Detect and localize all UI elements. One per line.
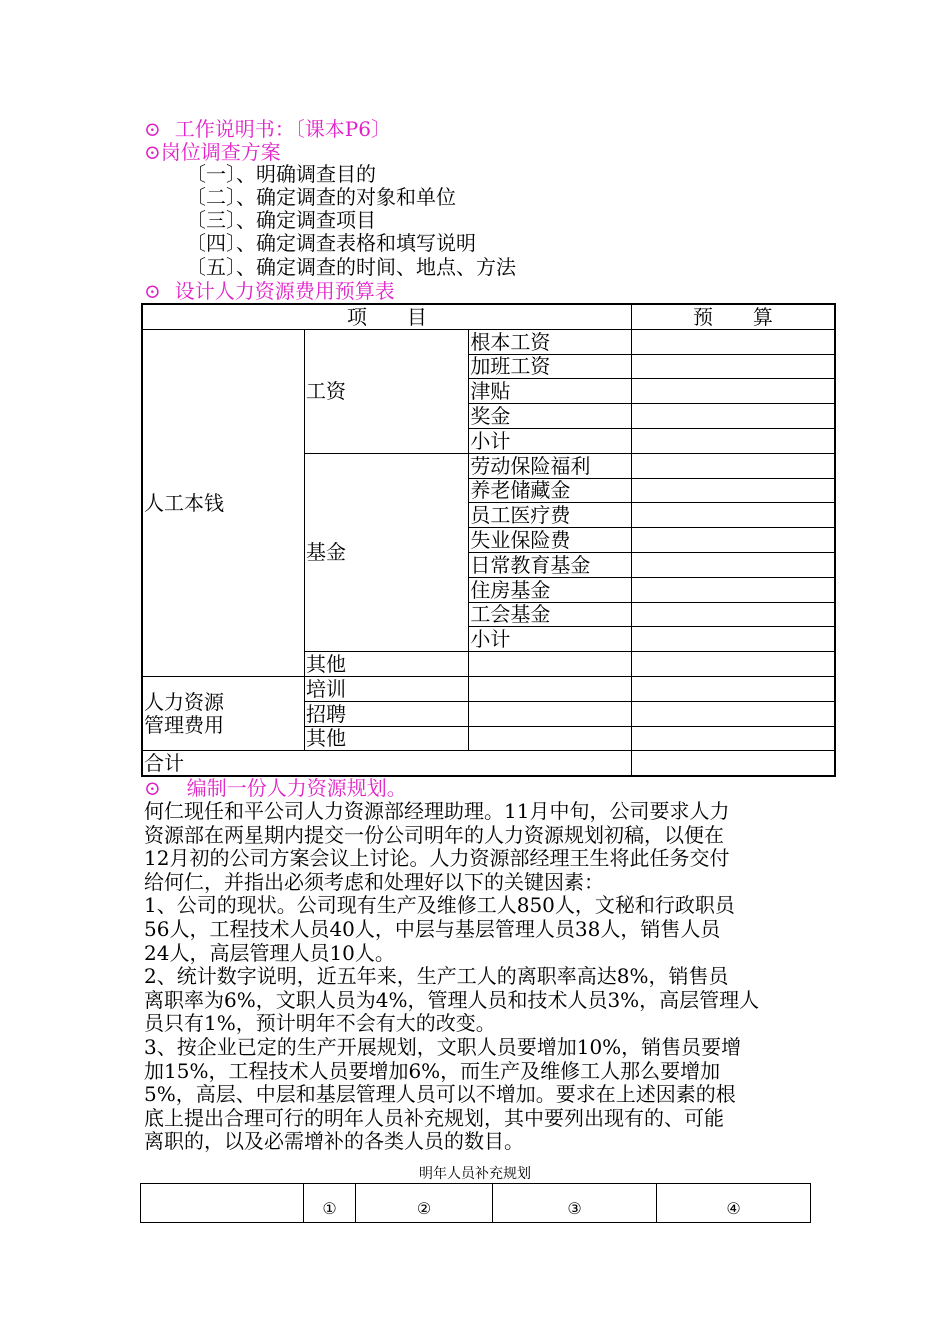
circle-dot-icon: ⊙ <box>144 776 161 800</box>
budget-cell <box>631 428 835 453</box>
budget-cell <box>631 329 835 354</box>
hr-item: 招聘 <box>304 701 468 726</box>
case-line: 3、按企业已定的生产开展规划，文职人员要增加10%，销售员要增 <box>144 1034 742 1059</box>
wage-label: 工资 <box>304 329 468 453</box>
budget-cell <box>631 354 835 379</box>
plan-col-0 <box>141 1184 304 1223</box>
case-line: 员只有1%，预计明年不会有大的改变。 <box>144 1011 496 1036</box>
hr-item: 培训 <box>304 676 468 701</box>
fund-item: 劳动保险福利 <box>469 453 631 478</box>
fund-label: 基金 <box>304 453 468 651</box>
budget-cell <box>631 379 835 404</box>
plan-col-4: ④ <box>657 1184 811 1223</box>
case-line: 24人，高层管理人员10人。 <box>144 940 395 965</box>
case-line: 5%，高层、中层和基层管理人员可以不增加。要求在上述因素的根 <box>144 1082 736 1107</box>
design-budget-text: 设计人力资源费用预算表 <box>174 279 395 303</box>
compile-plan-heading <box>144 776 407 800</box>
wage-item: 加班工资 <box>469 354 631 379</box>
budget-cell <box>631 552 835 577</box>
fund-item: 养老储藏金 <box>469 478 631 503</box>
budget-cell <box>631 726 835 751</box>
budget-cell <box>631 503 835 528</box>
fund-item: 日常教育基金 <box>469 552 631 577</box>
empty-cell <box>469 726 631 751</box>
budget-cell <box>631 676 835 701</box>
budget-cell <box>631 577 835 602</box>
budget-cell <box>631 404 835 429</box>
empty-cell <box>469 701 631 726</box>
compile-plan-text: 编制一份人力资源规划。 <box>186 776 407 800</box>
survey-step-2: 〔二〕、确定调查的对象和单位 <box>186 185 456 209</box>
header-item: 项 目 <box>142 304 631 329</box>
circle-dot-icon: ⊙ <box>144 279 161 303</box>
budget-cell <box>631 701 835 726</box>
empty-cell <box>469 676 631 701</box>
wage-item: 津贴 <box>469 379 631 404</box>
staff-plan-table <box>140 1183 811 1223</box>
job-description-text: 工作说明书：〔课本P6〕 <box>174 117 391 141</box>
fund-item: 工会基金 <box>469 602 631 627</box>
empty-cell <box>469 652 631 677</box>
survey-step-5: 〔五〕、确定调查的时间、地点、方法 <box>186 255 516 279</box>
case-line: 何仁现任和平公司人力资源部经理助理。11月中旬，公司要求人力 <box>144 799 730 823</box>
hr-mgmt-line2: 管理费用 <box>144 712 224 737</box>
other-label: 其他 <box>304 652 468 677</box>
hr-item: 其他 <box>304 726 468 751</box>
budget-cell <box>631 528 835 553</box>
fund-item: 小计 <box>469 627 631 652</box>
budget-cell <box>631 627 835 652</box>
plan-table-title: 明年人员补充规划 <box>419 1166 531 1182</box>
budget-cell <box>631 751 835 776</box>
circle-dot-icon: ⊙ <box>144 140 161 164</box>
survey-plan-heading <box>144 140 281 164</box>
labor-cost-label: 人工本钱 <box>142 329 304 676</box>
budget-cell <box>631 602 835 627</box>
hr-budget-table <box>141 303 836 777</box>
wage-item: 小计 <box>469 428 631 453</box>
case-line: 12月初的公司方案会议上讨论。人力资源部经理王生将此任务交付 <box>144 846 730 871</box>
survey-step-4: 〔四〕、确定调查表格和填写说明 <box>186 231 476 255</box>
fund-item: 员工医疗费 <box>469 503 631 528</box>
total-label: 合计 <box>142 751 631 776</box>
plan-col-2: ② <box>356 1184 493 1223</box>
case-line: 加15%，工程技术人员要增加6%，而生产及维修工人那么要增加 <box>144 1058 721 1083</box>
design-budget-heading <box>144 279 395 303</box>
wage-item: 根本工资 <box>469 329 631 354</box>
fund-item: 住房基金 <box>469 577 631 602</box>
case-line: 2、统计数字说明，近五年来，生产工人的离职率高达8%，销售员 <box>144 964 729 989</box>
case-line: 离职率为6%，文职人员为4%，管理人员和技术人员3%，高层管理人 <box>144 987 760 1012</box>
fund-item: 失业保险费 <box>469 528 631 553</box>
circle-dot-icon: ⊙ <box>144 117 161 141</box>
case-line: 1、公司的现状。公司现有生产及维修工人850人，文秘和行政职员 <box>144 893 735 918</box>
survey-plan-text: 岗位调查方案 <box>160 140 281 164</box>
wage-item: 奖金 <box>469 404 631 429</box>
survey-step-1: 〔一〕、明确调查目的 <box>186 162 376 186</box>
budget-cell <box>631 453 835 478</box>
survey-step-3: 〔三〕、确定调查项目 <box>186 208 376 232</box>
case-line: 底上提出合理可行的明年人员补充规划，其中要列出现有的、可能 <box>144 1105 724 1130</box>
hr-mgmt-label <box>142 676 304 750</box>
budget-cell <box>631 652 835 677</box>
plan-col-3: ③ <box>493 1184 657 1223</box>
case-line: 给何仁，并指出必须考虑和处理好以下的关键因素： <box>144 869 604 894</box>
hr-mgmt-line1: 人力资源 <box>144 689 224 714</box>
job-description-heading <box>144 117 391 141</box>
plan-col-1: ① <box>304 1184 356 1223</box>
case-text <box>144 800 814 1154</box>
case-line: 56人，工程技术人员40人，中层与基层管理人员38人，销售人员 <box>144 916 721 941</box>
budget-cell <box>631 478 835 503</box>
case-line: 资源部在两星期内提交一份公司明年的人力资源规划初稿，以便在 <box>144 822 724 847</box>
case-line: 离职的，以及必需增补的各类人员的数目。 <box>144 1129 524 1154</box>
header-budget: 预 算 <box>631 304 835 329</box>
